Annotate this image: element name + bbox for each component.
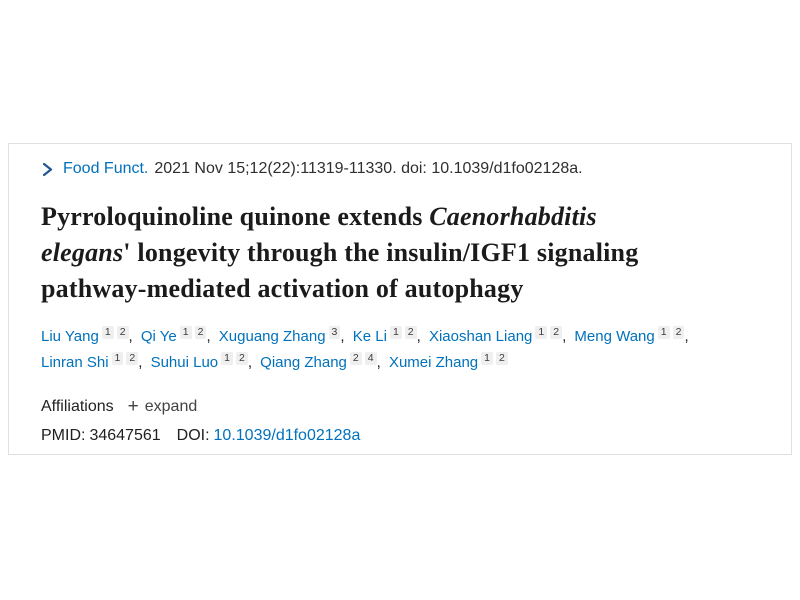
author-row-2 bbox=[41, 350, 761, 376]
affiliation-number[interactable]: 2 bbox=[673, 326, 685, 339]
author-item bbox=[260, 354, 385, 371]
affiliations-row bbox=[41, 396, 761, 418]
affiliations-expand-button[interactable] bbox=[128, 396, 198, 418]
author-link[interactable]: Meng Wang bbox=[574, 328, 655, 345]
affiliation-number[interactable]: 2 bbox=[126, 352, 138, 365]
identifiers-row bbox=[41, 427, 761, 445]
affiliation-number[interactable]: 1 bbox=[535, 326, 547, 339]
species-italic: elegans bbox=[41, 238, 124, 267]
affiliation-number[interactable]: 2 bbox=[117, 326, 129, 339]
doi-link[interactable]: 10.1039/d1fo02128a bbox=[213, 427, 361, 444]
species-italic: Caenorhabditis bbox=[429, 202, 597, 231]
affiliation-number[interactable]: 1 bbox=[390, 326, 402, 339]
article-title bbox=[41, 199, 761, 307]
affiliation-number[interactable]: 1 bbox=[221, 352, 233, 365]
pmid-value: 34647561 bbox=[89, 427, 161, 444]
affiliation-number[interactable]: 1 bbox=[180, 326, 192, 339]
author-separator: , bbox=[416, 328, 421, 345]
journal-link[interactable]: Food Funct. bbox=[63, 160, 149, 177]
chevron-right-icon bbox=[41, 162, 54, 177]
affiliation-number[interactable]: 1 bbox=[658, 326, 670, 339]
doi-label: DOI: bbox=[176, 427, 210, 444]
author-item bbox=[141, 328, 215, 345]
author-separator: , bbox=[562, 328, 567, 345]
author-separator: , bbox=[340, 328, 345, 345]
article-header-card bbox=[8, 143, 792, 455]
title-line-1: Pyrroloquinoline quinone extends Caenorhabditis bbox=[41, 202, 597, 231]
title-line-3: pathway-mediated activation of autophagy bbox=[41, 274, 524, 303]
affiliation-number[interactable]: 3 bbox=[329, 326, 341, 339]
author-link[interactable]: Linran Shi bbox=[41, 354, 109, 371]
author-item bbox=[219, 328, 349, 345]
author-item bbox=[353, 328, 425, 345]
author-separator: , bbox=[376, 354, 381, 371]
affiliation-number[interactable]: 2 bbox=[195, 326, 207, 339]
author-item bbox=[389, 354, 508, 371]
author-item bbox=[41, 354, 146, 371]
author-item bbox=[429, 328, 570, 345]
affiliation-number[interactable]: 2 bbox=[550, 326, 562, 339]
author-separator: , bbox=[138, 354, 143, 371]
author-link[interactable]: Suhui Luo bbox=[150, 354, 219, 371]
author-link[interactable]: Xumei Zhang bbox=[388, 354, 479, 371]
affiliations-label: Affiliations bbox=[41, 398, 114, 415]
author-item bbox=[574, 328, 692, 345]
author-separator: , bbox=[684, 328, 689, 345]
expand-label: expand bbox=[144, 398, 198, 415]
author-link[interactable]: Xuguang Zhang bbox=[218, 328, 326, 345]
author-link[interactable]: Qiang Zhang bbox=[260, 354, 347, 371]
citation-row bbox=[41, 160, 761, 178]
affiliation-number[interactable]: 1 bbox=[112, 352, 124, 365]
citation-details: 2021 Nov 15;12(22):11319-11330. doi: 10.1039/d1fo02128a. bbox=[154, 160, 583, 177]
affiliation-number[interactable]: 2 bbox=[236, 352, 248, 365]
author-separator: , bbox=[128, 328, 133, 345]
author-link[interactable]: Liu Yang bbox=[41, 328, 99, 345]
plus-icon: + bbox=[127, 396, 139, 417]
author-link[interactable]: Ke Li bbox=[352, 328, 387, 345]
author-separator: , bbox=[247, 354, 252, 371]
author-link[interactable]: Xiaoshan Liang bbox=[428, 328, 533, 345]
title-line-2: elegans' longevity through the insulin/IGF1 signaling bbox=[41, 238, 639, 267]
affiliation-number[interactable]: 2 bbox=[405, 326, 417, 339]
affiliation-number[interactable]: 1 bbox=[481, 352, 493, 365]
affiliation-number[interactable]: 4 bbox=[365, 352, 377, 365]
author-link[interactable]: Qi Ye bbox=[140, 328, 177, 345]
author-item bbox=[41, 328, 137, 345]
pmid-label: PMID: bbox=[41, 427, 86, 444]
affiliation-number[interactable]: 1 bbox=[102, 326, 114, 339]
author-row-1 bbox=[41, 324, 761, 350]
author-separator: , bbox=[206, 328, 211, 345]
affiliation-number[interactable]: 2 bbox=[350, 352, 362, 365]
author-list bbox=[41, 324, 761, 376]
author-item bbox=[151, 354, 256, 371]
affiliation-number[interactable]: 2 bbox=[496, 352, 508, 365]
